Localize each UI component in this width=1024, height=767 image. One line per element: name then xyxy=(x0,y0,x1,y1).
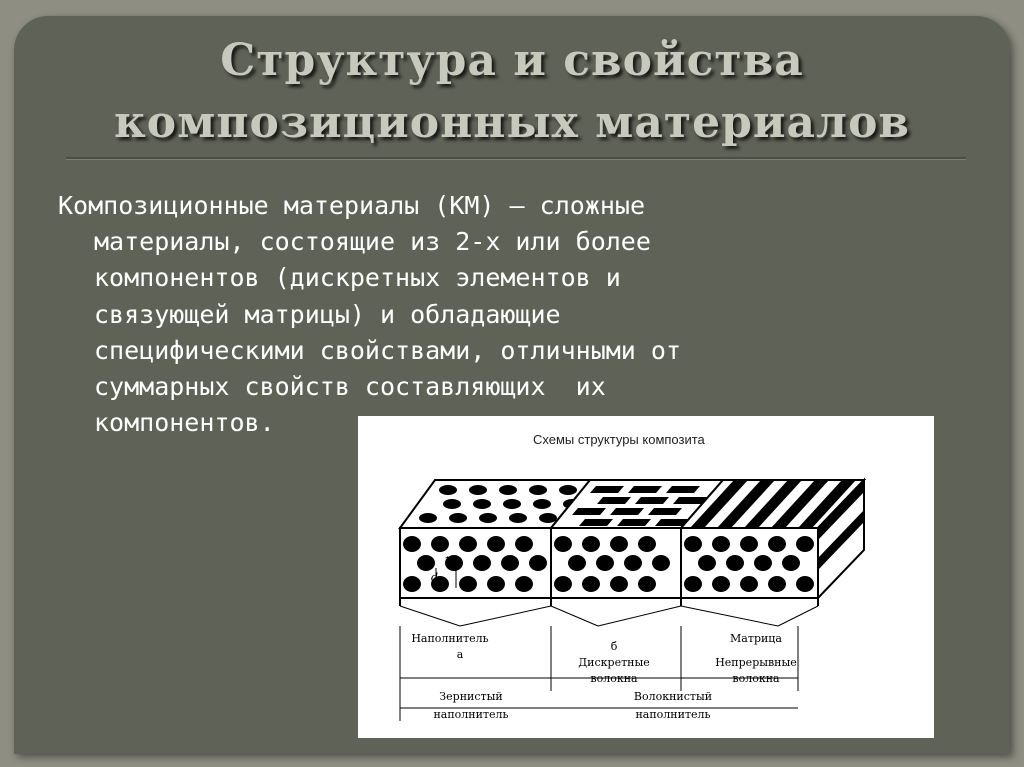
filler-particle xyxy=(443,499,461,509)
dim-label-d: d xyxy=(431,571,439,584)
filler-particle xyxy=(596,555,614,571)
filler-particle xyxy=(417,555,435,571)
filler-particle xyxy=(796,536,814,552)
filler-particle xyxy=(529,485,547,495)
label-matrix: Матрица xyxy=(730,632,782,645)
label-b: б xyxy=(610,640,618,653)
label-fibrous-2: наполнитель xyxy=(635,708,711,721)
paragraph-line: суммарных свойств составляющих их xyxy=(94,372,606,402)
label-filler: Наполнитель xyxy=(411,632,489,645)
figure-caption: Схемы структуры композита xyxy=(533,432,705,447)
filler-particle xyxy=(469,485,487,495)
label-continuous: Непрерывные xyxy=(715,656,797,669)
filler-particle xyxy=(568,555,586,571)
filler-particle xyxy=(684,536,702,552)
filler-particle xyxy=(515,536,533,552)
filler-particle xyxy=(431,536,449,552)
filler-particle xyxy=(473,555,491,571)
filler-particle xyxy=(539,513,557,523)
filler-particle xyxy=(473,499,491,509)
paragraph-line: связующей матрицы) и обладающие xyxy=(94,299,561,329)
filler-particle xyxy=(479,513,497,523)
label-fibrous-1: Волокнистый xyxy=(633,690,713,703)
filler-particle xyxy=(610,536,628,552)
filler-particle xyxy=(403,576,421,592)
filler-particle xyxy=(487,536,505,552)
filler-particle xyxy=(638,536,656,552)
filler-particle xyxy=(501,555,519,571)
filler-particle xyxy=(610,576,628,592)
paragraph-line: компонентов. xyxy=(94,408,275,438)
filler-particle xyxy=(712,536,730,552)
label-fibers-1: волокна xyxy=(590,672,638,685)
filler-particle xyxy=(487,576,505,592)
filler-particle xyxy=(726,555,744,571)
filler-particle xyxy=(419,513,437,523)
slide-title-line-2: композиционных материалов xyxy=(113,97,910,148)
filler-particle xyxy=(638,576,656,592)
label-a: а xyxy=(456,648,464,661)
filler-particle xyxy=(503,499,521,509)
dim-label-13: 13 xyxy=(444,555,458,568)
paragraph-line: компонентов (дискретных элементов и xyxy=(94,263,621,293)
paragraph-line: Композиционные материалы (КМ) – сложные xyxy=(58,191,645,220)
filler-particle xyxy=(768,536,786,552)
filler-particle xyxy=(554,576,572,592)
composite-structure-figure xyxy=(358,416,934,738)
paragraph-line: материалы, состоящие из 2-х или более xyxy=(94,227,651,257)
filler-particle xyxy=(712,576,730,592)
filler-particle xyxy=(533,499,551,509)
filler-particle xyxy=(652,555,670,571)
title-divider xyxy=(66,157,966,159)
filler-particle xyxy=(529,555,547,571)
filler-particle xyxy=(624,555,642,571)
filler-particle xyxy=(782,555,800,571)
block-continuous-fibers xyxy=(681,480,864,606)
filler-particle xyxy=(554,536,572,552)
filler-particle xyxy=(582,576,600,592)
label-granular-1: Зернистый xyxy=(439,690,503,703)
filler-particle xyxy=(582,536,600,552)
slide-title-line-1: Структура и свойства xyxy=(220,35,804,86)
filler-particle xyxy=(559,485,577,495)
paragraph-line: специфическими свойствами, отличными от xyxy=(94,335,681,365)
filler-particle xyxy=(698,555,716,571)
label-discrete: Дискретные xyxy=(578,656,650,669)
definition-paragraph xyxy=(58,188,918,441)
filler-particle xyxy=(459,576,477,592)
slide-frame xyxy=(14,16,1010,754)
filler-particle xyxy=(740,536,758,552)
filler-particle xyxy=(515,576,533,592)
filler-particle xyxy=(754,555,772,571)
filler-particle xyxy=(796,576,814,592)
label-granular-2: наполнитель xyxy=(433,708,509,721)
filler-particle xyxy=(459,536,477,552)
filler-particle xyxy=(499,485,517,495)
filler-particle xyxy=(684,576,702,592)
filler-particle xyxy=(768,576,786,592)
filler-particle xyxy=(449,513,467,523)
front-dots-b xyxy=(554,536,670,592)
filler-particle xyxy=(403,536,421,552)
filler-particle xyxy=(509,513,527,523)
filler-particle xyxy=(439,485,457,495)
composite-diagram-svg xyxy=(358,416,934,738)
label-fibers-2: волокна xyxy=(732,672,780,685)
filler-particle xyxy=(740,576,758,592)
